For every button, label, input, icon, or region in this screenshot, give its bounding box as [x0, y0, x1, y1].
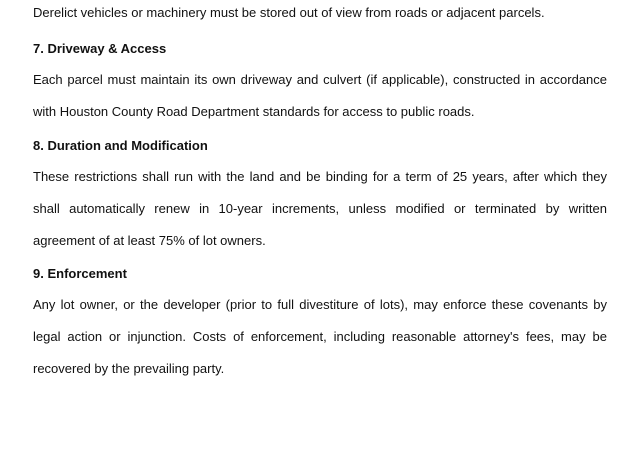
section-heading-enforcement: 9. Enforcement: [33, 266, 127, 281]
section-body-driveway-access: Each parcel must maintain its own driveway and culvert (if applicable), constructed in accordance with Houston County Road Department standards for access to public roads.: [33, 72, 607, 119]
intro-paragraph: Derelict vehicles or machinery must be stored out of view from roads or adjacent parcels.: [33, 5, 545, 20]
section-heading-duration-modification: 8. Duration and Modification: [33, 138, 208, 153]
section-heading-driveway-access: 7. Driveway & Access: [33, 41, 167, 56]
section-body-duration-modification: These restrictions shall run with the land and be binding for a term of 25 years, after which they shall automatically renew in 10-year increments, unless modified or terminated by written agreement of at least 75% of lot owners.: [33, 169, 607, 248]
section-body-enforcement: Any lot owner, or the developer (prior to full divestiture of lots), may enforce these covenants by legal action or injunction. Costs of enforcement, including reasonable attorney's fees, may be recovered by the prevailing party.: [33, 297, 607, 376]
